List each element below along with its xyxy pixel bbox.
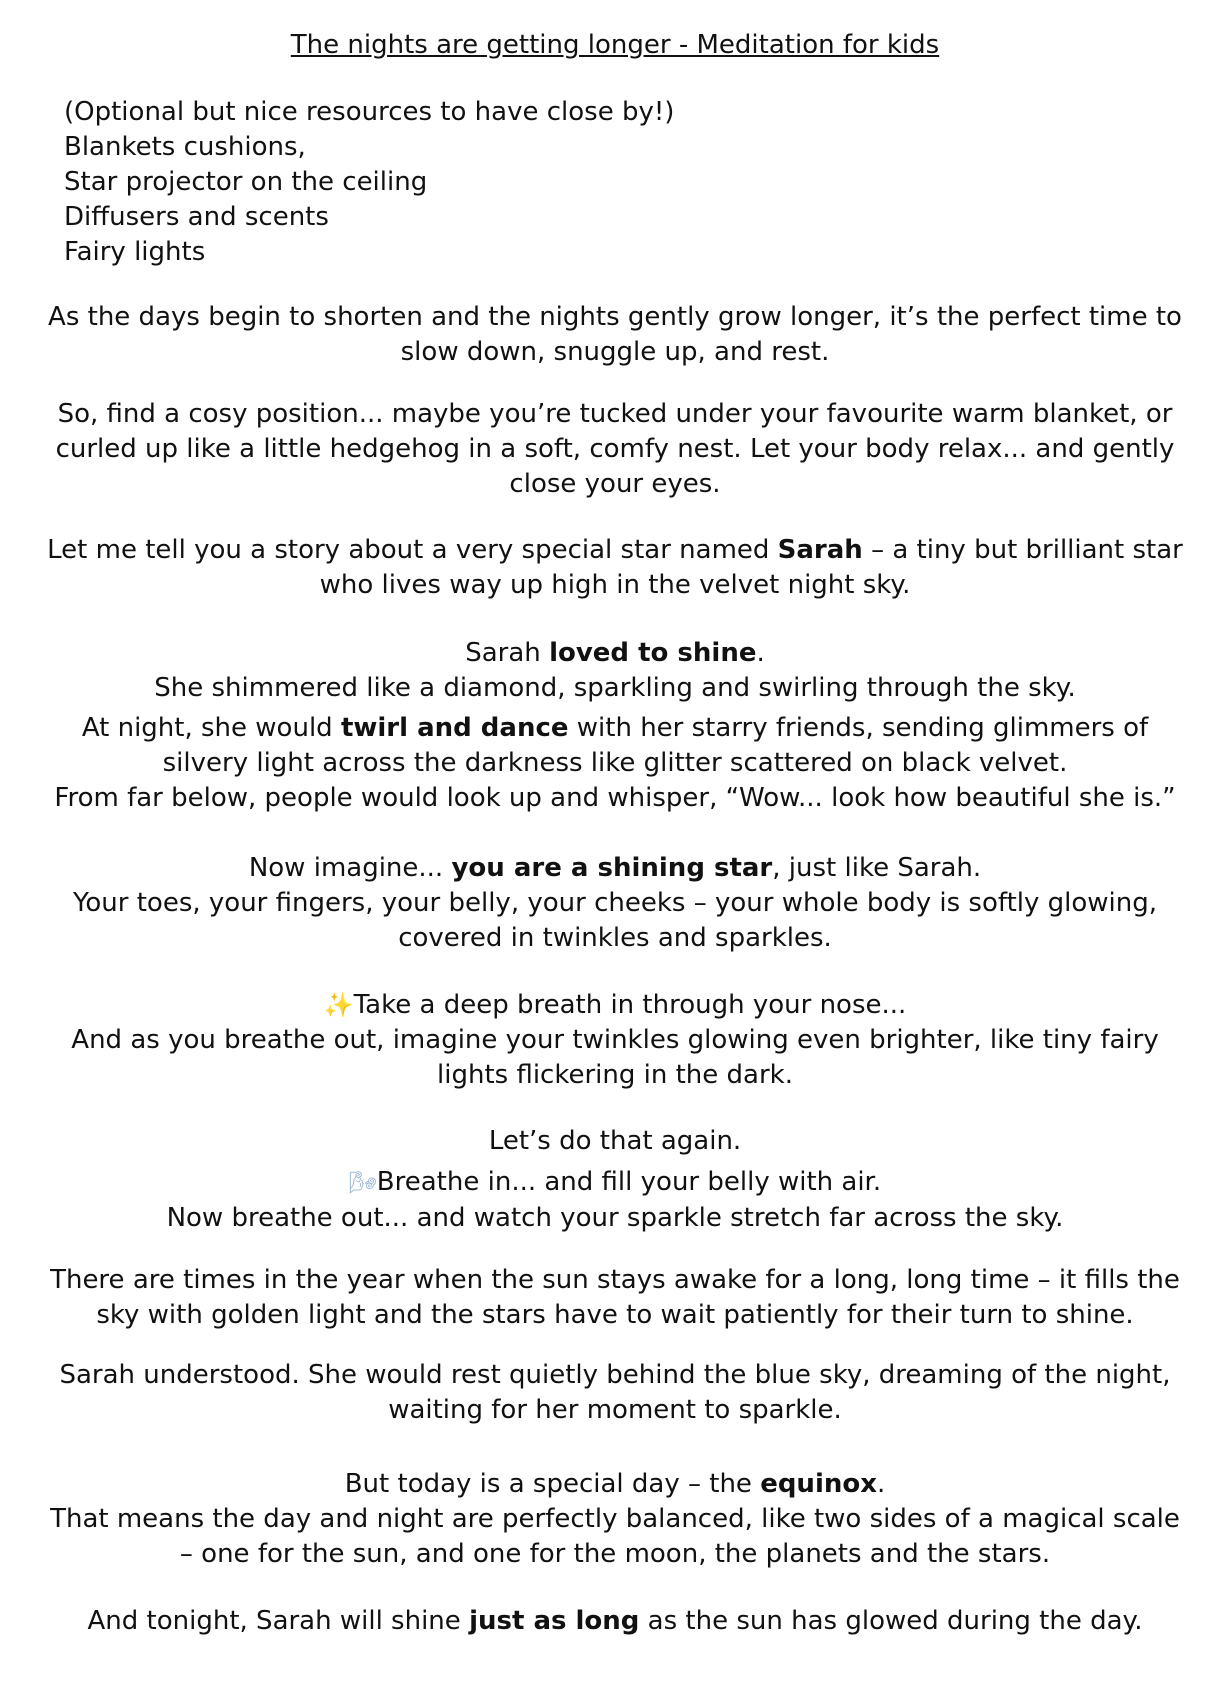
text-line: She shimmered like a diamond, sparkling and swirling through the sky. [154, 673, 1076, 703]
text-line: 🌬Breathe in... and fill your belly with air. [40, 1165, 1190, 1201]
emphasis: loved to shine [549, 638, 757, 668]
text-line: But today is a special day – the equinox. [344, 1469, 886, 1499]
list-item: Diffusers and scents [64, 202, 329, 232]
text-line: ✨Take a deep breath in through your nose... [40, 988, 1190, 1023]
text-line: silvery light across the darkness like glitter scattered on black velvet. [162, 748, 1068, 778]
paragraph-imagine [40, 851, 1190, 956]
text-line: Sarah loved to shine. [465, 638, 765, 668]
text-line: Let me tell you a story about a very special star named Sarah – a tiny but brilliant star [47, 535, 1183, 565]
text-line: waiting for her moment to sparkle. [388, 1395, 842, 1425]
text-line: Now imagine... you are a shining star, just like Sarah. [248, 853, 982, 883]
text-line: And tonight, Sarah will shine just as long as the sun has glowed during the day. [87, 1606, 1143, 1636]
paragraph-again [40, 1124, 1190, 1236]
list-item: Fairy lights [64, 237, 206, 267]
wind-face-icon: 🌬 [348, 1171, 377, 1196]
paragraph-sarah-understood [40, 1358, 1190, 1428]
paragraph-loved-to-shine [40, 636, 1190, 816]
paragraph-story-intro [40, 533, 1190, 603]
text-line: So, find a cosy position... maybe you’re tucked under your favourite warm blanket, or [57, 399, 1173, 429]
list-item: Blankets cushions, [64, 132, 306, 162]
text-line: Sarah understood. She would rest quietly behind the blue sky, dreaming of the night, [59, 1360, 1171, 1390]
text-line: And as you breathe out, imagine your twinkles glowing even brighter, like tiny fairy [71, 1025, 1159, 1055]
text-line: That means the day and night are perfectly balanced, like two sides of a magical scale [50, 1504, 1180, 1534]
text-line: covered in twinkles and sparkles. [398, 923, 832, 953]
page-title: The nights are getting longer - Meditation for kids [290, 30, 940, 60]
text-line: As the days begin to shorten and the nights gently grow longer, it’s the perfect time to [48, 302, 1182, 332]
text-line: who lives way up high in the velvet night sky. [319, 570, 911, 600]
paragraph-equinox [40, 1467, 1190, 1572]
emphasis: equinox [760, 1469, 877, 1499]
paragraph-cosy-position [40, 397, 1190, 502]
text-line: There are times in the year when the sun stays awake for a long, long time – it fills the [50, 1265, 1180, 1295]
text-line: Your toes, your fingers, your belly, your cheeks – your whole body is softly glowing, [72, 888, 1158, 918]
text-line: slow down, snuggle up, and rest. [400, 337, 830, 367]
paragraph-tonight [40, 1604, 1190, 1639]
list-item: Star projector on the ceiling [64, 167, 428, 197]
paragraph-intro [40, 300, 1190, 370]
text-line: From far below, people would look up and whisper, “Wow... look how beautiful she is.” [54, 783, 1176, 813]
text-line: Now breathe out... and watch your sparkle stretch far across the sky. [166, 1203, 1064, 1233]
text-line: At night, she would twirl and dance with her starry friends, sending glimmers of [81, 713, 1149, 743]
resources-intro: (Optional but nice resources to have close by!) [64, 97, 675, 127]
emphasis: twirl and dance [340, 713, 569, 743]
emphasis: just as long [469, 1606, 640, 1636]
text-line: close your eyes. [509, 469, 721, 499]
paragraph-sun-awake [40, 1263, 1190, 1333]
text-line: – one for the sun, and one for the moon, the planets and the stars. [179, 1539, 1051, 1569]
star-name: Sarah [777, 535, 863, 565]
text-line: Let’s do that again. [488, 1126, 742, 1156]
sparkles-icon: ✨ [323, 991, 354, 1019]
emphasis: you are a shining star [451, 853, 773, 883]
paragraph-deep-breath [40, 988, 1190, 1093]
resources-list [64, 95, 674, 270]
text-line: sky with golden light and the stars have to wait patiently for their turn to shine. [96, 1300, 1134, 1330]
text-line: curled up like a little hedgehog in a soft, comfy nest. Let your body relax... and gently [55, 434, 1175, 464]
text-line: lights flickering in the dark. [437, 1060, 793, 1090]
